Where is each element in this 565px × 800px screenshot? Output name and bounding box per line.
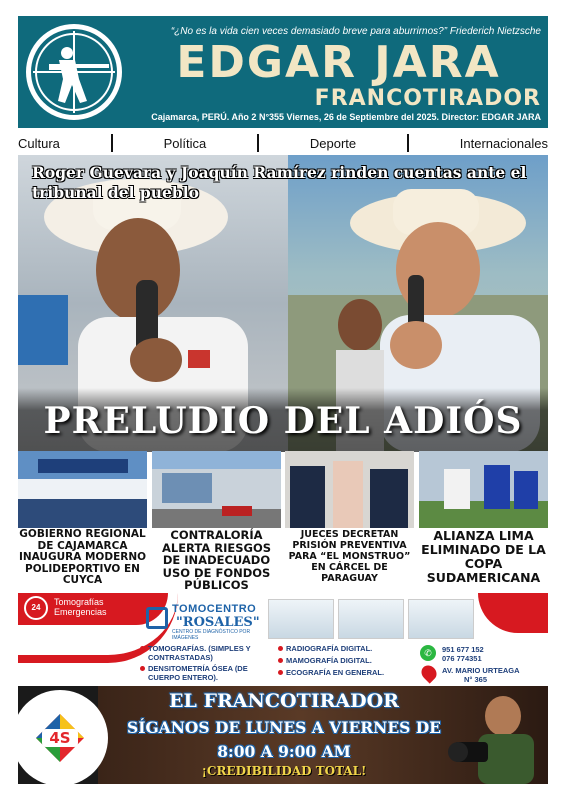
service-item: MAMOGRAFÍA DIGITAL.	[286, 657, 416, 666]
whatsapp-icon: ✆	[420, 645, 436, 661]
channel-45-logo-icon	[34, 712, 86, 764]
nav-item-cultura[interactable]: Cultura	[18, 135, 60, 151]
advertisement-tomocentro[interactable]	[18, 593, 548, 685]
channel-logo-text: 4S	[49, 729, 71, 747]
masthead	[18, 16, 548, 128]
24h-badge-icon: 24	[24, 596, 48, 620]
news-photo	[152, 451, 281, 528]
news-caption: JUECES DECRETAN PRISIÓN PREVENTIVA PARA “EL MONSTRUO” EN CÁRCEL DE PARAGUAY	[288, 529, 411, 584]
tomocentro-rosales: "ROSALES"	[176, 615, 260, 630]
nav-item-politica[interactable]: Política	[163, 135, 207, 151]
footer-title: EL FRANCOTIRADOR	[169, 690, 399, 712]
edition-line: Cajamarca, PERÚ. Año 2 N°355 Viernes, 26 de Septiembre del 2025. Director: EDGAR JARA	[151, 112, 541, 122]
emergency-line2: Emergencias	[54, 607, 107, 617]
service-item: RADIOGRAFÍA DIGITAL.	[286, 645, 416, 654]
news-caption: GOBIERNO REGIONAL DE CAJAMARCA INAUGURA MODERNO POLIDEPORTIVO EN CUYCA	[18, 528, 147, 586]
service-item: ECOGRAFÍA EN GENERAL.	[286, 669, 416, 678]
nav-item-deporte[interactable]: Deporte	[309, 135, 357, 151]
service-item: DENSITOMETRÍA ÓSEA (DE CUERPO ENTERO).	[148, 665, 278, 682]
address-line1: AV. MARIO URTEAGA	[442, 666, 520, 675]
news-caption: CONTRALORÍA ALERTA RIESGOS DE INADECUADO USO DE FONDOS PÚBLICOS	[161, 528, 272, 592]
emergency-line1: Tomografías	[54, 597, 104, 607]
footer-schedule-days: SÍGANOS DE LUNES A VIERNES DE	[127, 718, 441, 737]
tomocentro-name: TOMOCENTRO	[172, 603, 257, 615]
hero-title: Roger Guevara y Joaquín Ramírez rinden cuentas ante el tribunal del pueblo	[32, 163, 527, 202]
section-nav	[18, 132, 548, 154]
phone-2: 076 774351	[442, 654, 482, 663]
news-card[interactable]	[419, 451, 548, 591]
service-item: TOMOGRAFÍAS. (SIMPLES Y CONTRASTADAS)	[148, 645, 278, 662]
clinic-logo-icon	[146, 607, 168, 629]
ad-swoosh	[478, 593, 548, 633]
nav-divider	[111, 134, 113, 152]
masthead-quote: “¿No es la vida cien veces demasiado breve para aburrirnos?” Friederich Nietzsche	[170, 26, 541, 37]
brand-subtitle: FRANCOTIRADOR	[314, 86, 541, 111]
ad-photo-scanner	[268, 599, 334, 639]
news-card[interactable]	[152, 451, 281, 591]
footer-banner[interactable]	[18, 686, 548, 784]
ad-photo-doctor	[408, 599, 474, 639]
news-caption: ALIANZA LIMA ELIMINADO DE LA COPA SUDAMERICANA	[421, 528, 546, 585]
footer-schedule-hours: 8:00 A 9:00 AM	[217, 742, 351, 761]
sniper-crosshair-icon	[26, 24, 122, 120]
news-photo	[18, 451, 147, 528]
location-pin-icon	[418, 662, 439, 683]
tomocentro-logo	[146, 601, 266, 641]
address-line2: N° 365	[464, 675, 488, 684]
nav-item-internacionales[interactable]: Internacionales	[459, 135, 548, 151]
brand-title: EDGAR JARA	[176, 37, 501, 88]
news-card[interactable]	[18, 451, 147, 591]
news-card[interactable]	[285, 451, 414, 591]
ad-photo-ultrasound	[338, 599, 404, 639]
nav-divider	[257, 134, 259, 152]
nav-divider	[407, 134, 409, 152]
phone-1: 951 677 152	[442, 645, 484, 654]
main-headline[interactable]: PRELUDIO DEL ADIÓS	[18, 388, 548, 452]
footer-slogan: ¡CREDIBILIDAD TOTAL!	[201, 764, 367, 778]
news-photo	[285, 451, 414, 528]
tomocentro-tagline: CENTRO DE DIAGNÓSTICO POR IMÁGENES	[172, 629, 251, 641]
news-photo	[419, 451, 548, 528]
